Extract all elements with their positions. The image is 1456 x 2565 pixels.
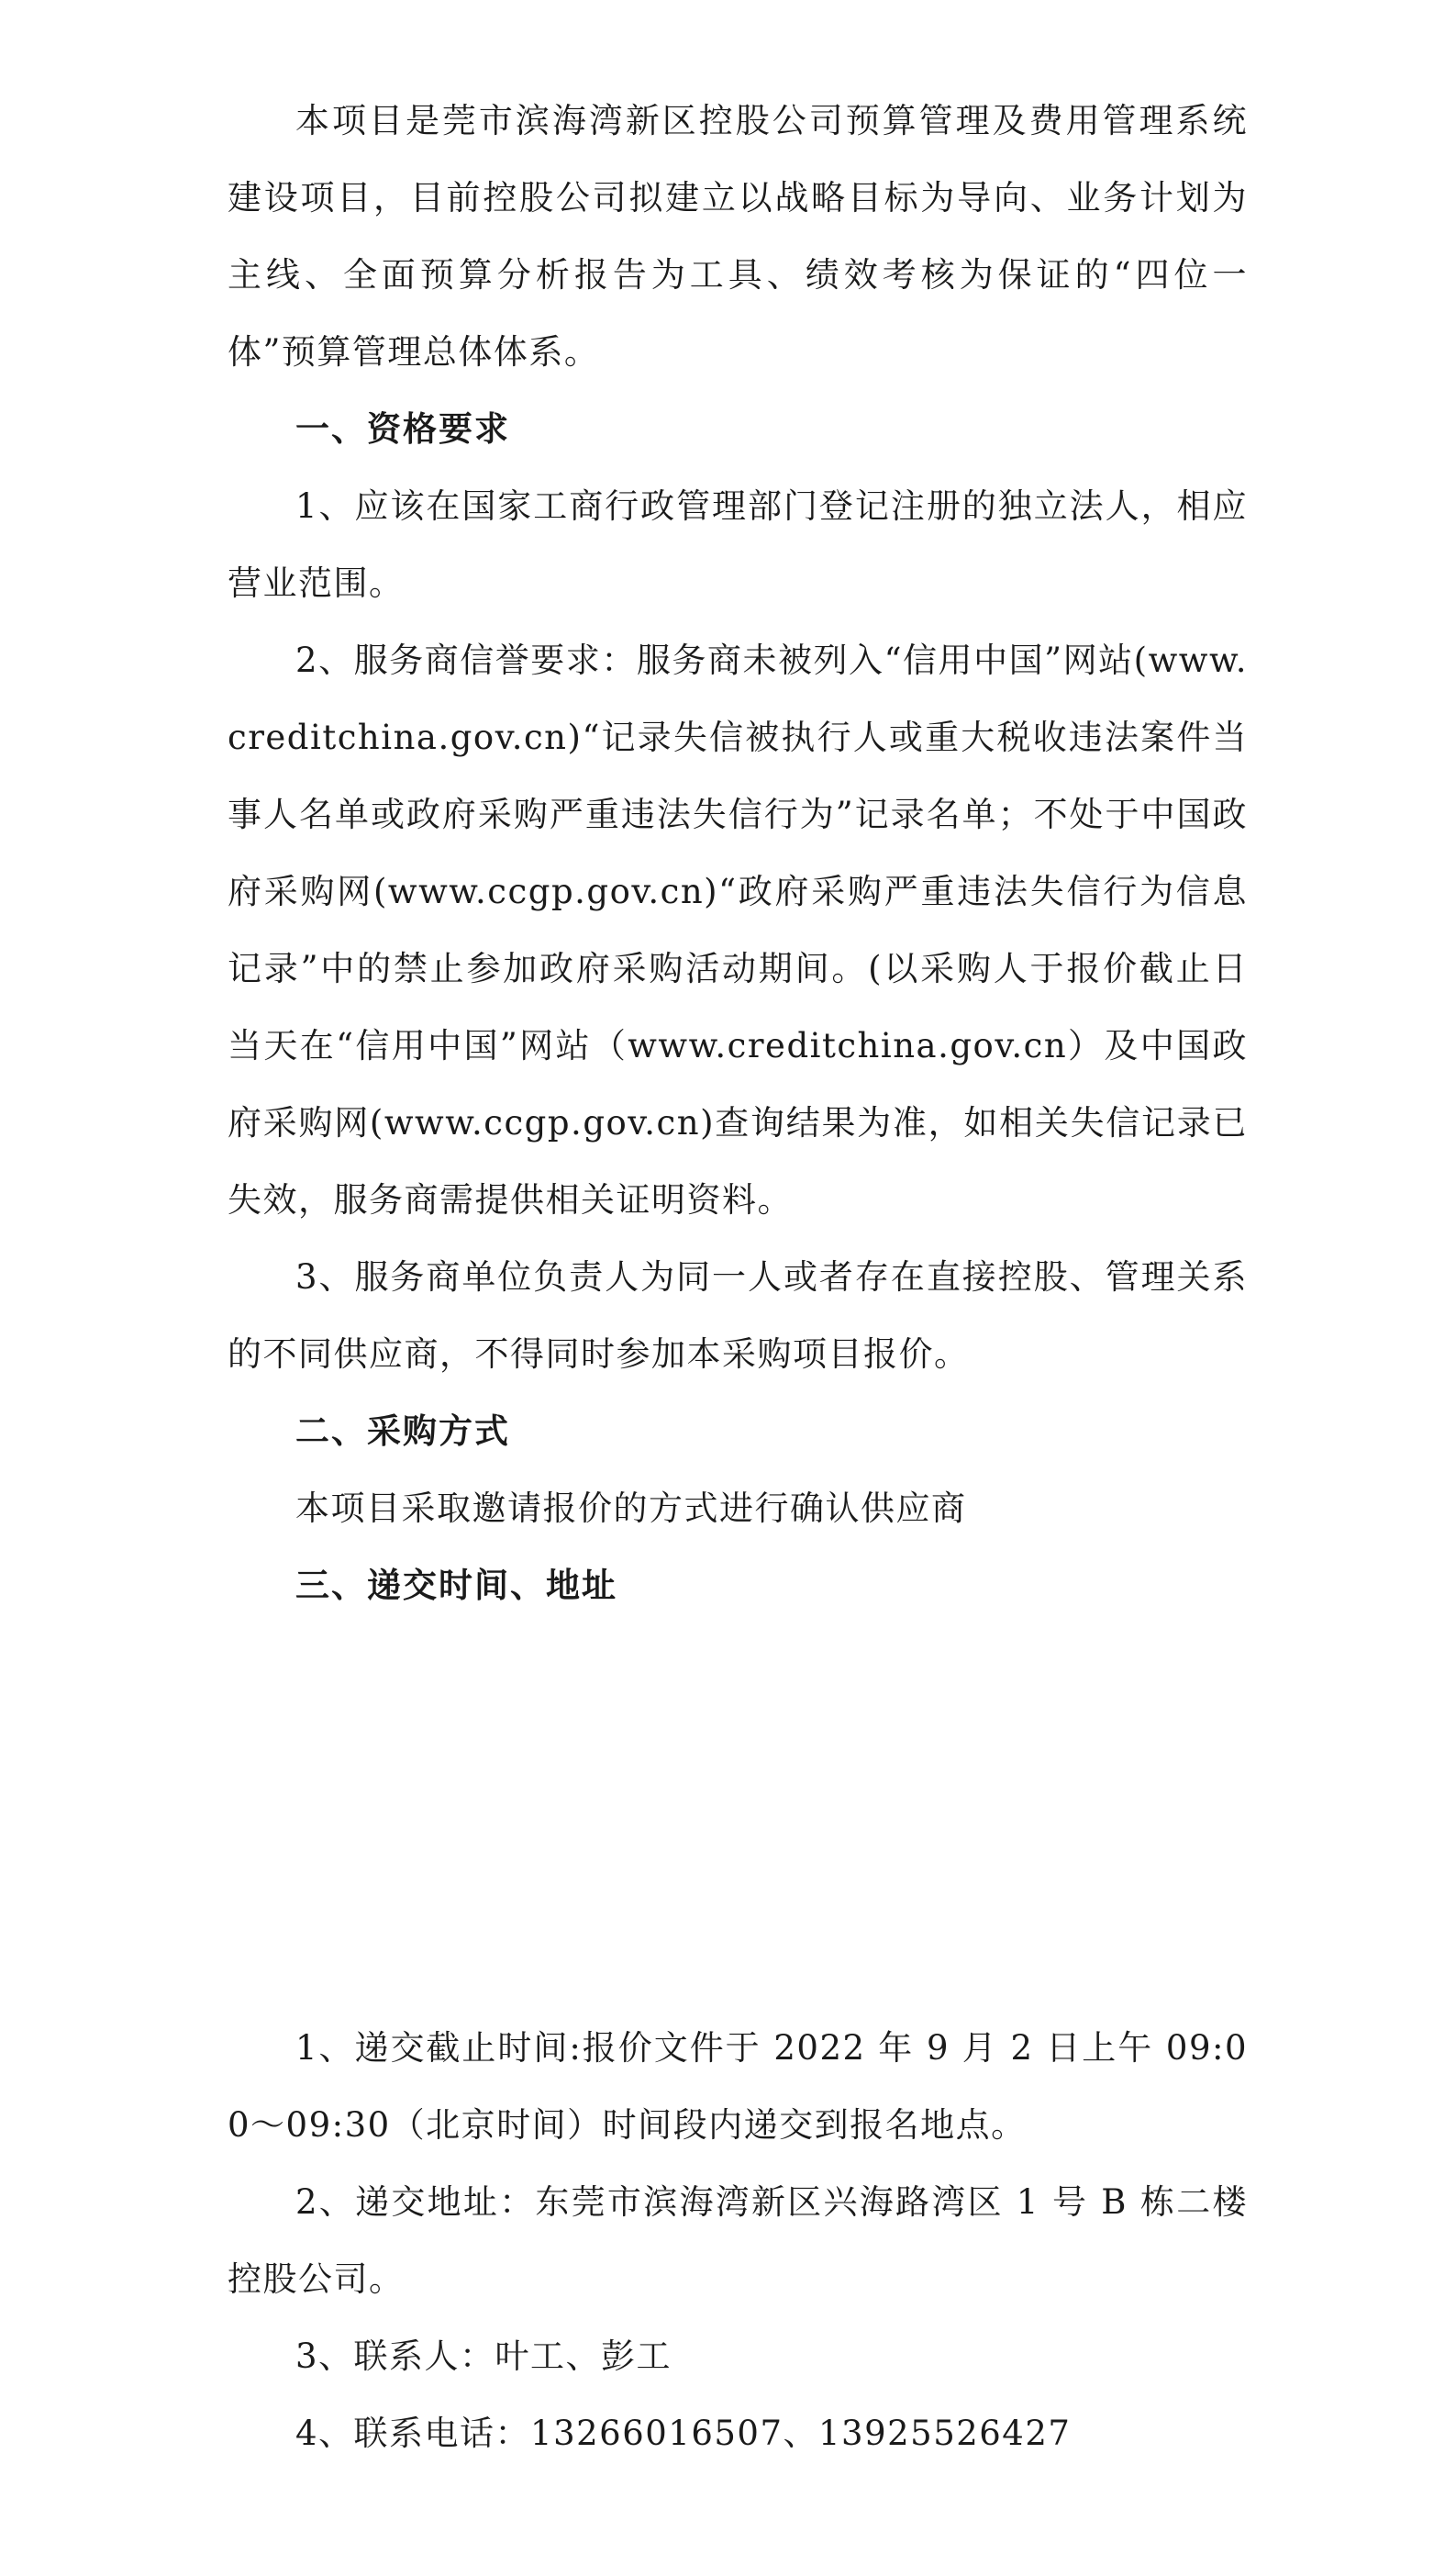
qualification-item-3: 3、服务商单位负责人为同一人或者存在直接控股、管理关系的不同供应商，不得同时参加本采购项目报价。 [228, 1257, 1248, 1374]
section-procurement-heading: 二、采购方式 [295, 1411, 510, 1451]
intro-paragraph: 本项目是莞市滨海湾新区控股公司预算管理及费用管理系统建设项目，目前控股公司拟建立以战略目标为导向、业务计划为主线、全面预算分析报告为工具、绩效考核为保证的“四位一体”预算管理总体体系。 [228, 101, 1248, 372]
qualification-item-2: 2、服务商信誉要求：服务商未被列入“信用中国”网站(www.creditchina.gov.cn)“记录失信被执行人或重大税收违法案件当事人名单或政府采购严重违法失信行为”记录名单；不处于中国政府采购网(www.ccgp.gov.cn)“政府采购严重违法失信行为信息记录”中的禁止参加政府采购活动期间。(以采购人于报价截止日当天在“信用中国”网站（www.creditchina.gov.cn）及中国政府采购网(www.ccgp.gov.cn)查询结果为准，如相关失信记录已失效，服务商需提供相关证明资料。 [228, 641, 1248, 1220]
section-qualification-heading: 一、资格要求 [295, 409, 510, 449]
section-submission-heading: 三、递交时间、地址 [295, 1566, 617, 1605]
submission-address: 2、递交地址：东莞市滨海湾新区兴海路湾区 1 号 B 栋二楼控股公司。 [228, 2182, 1248, 2299]
qualification-item-1: 1、应该在国家工商行政管理部门登记注册的独立法人，相应营业范围。 [228, 486, 1248, 603]
contact-person: 3、联系人：叶工、彭工 [295, 2336, 672, 2376]
contact-phone: 4、联系电话：13266016507、13925526427 [295, 2414, 1072, 2453]
blank-space [228, 1624, 1248, 2010]
submission-deadline: 1、递交截止时间:报价文件于 2022 年 9 月 2 日上午 09:00～09:30（北京时间）时间段内递交到报名地点。 [228, 2028, 1248, 2145]
procurement-method-text: 本项目采取邀请报价的方式进行确认供应商 [295, 1489, 967, 1528]
document-page [228, 83, 1248, 2472]
